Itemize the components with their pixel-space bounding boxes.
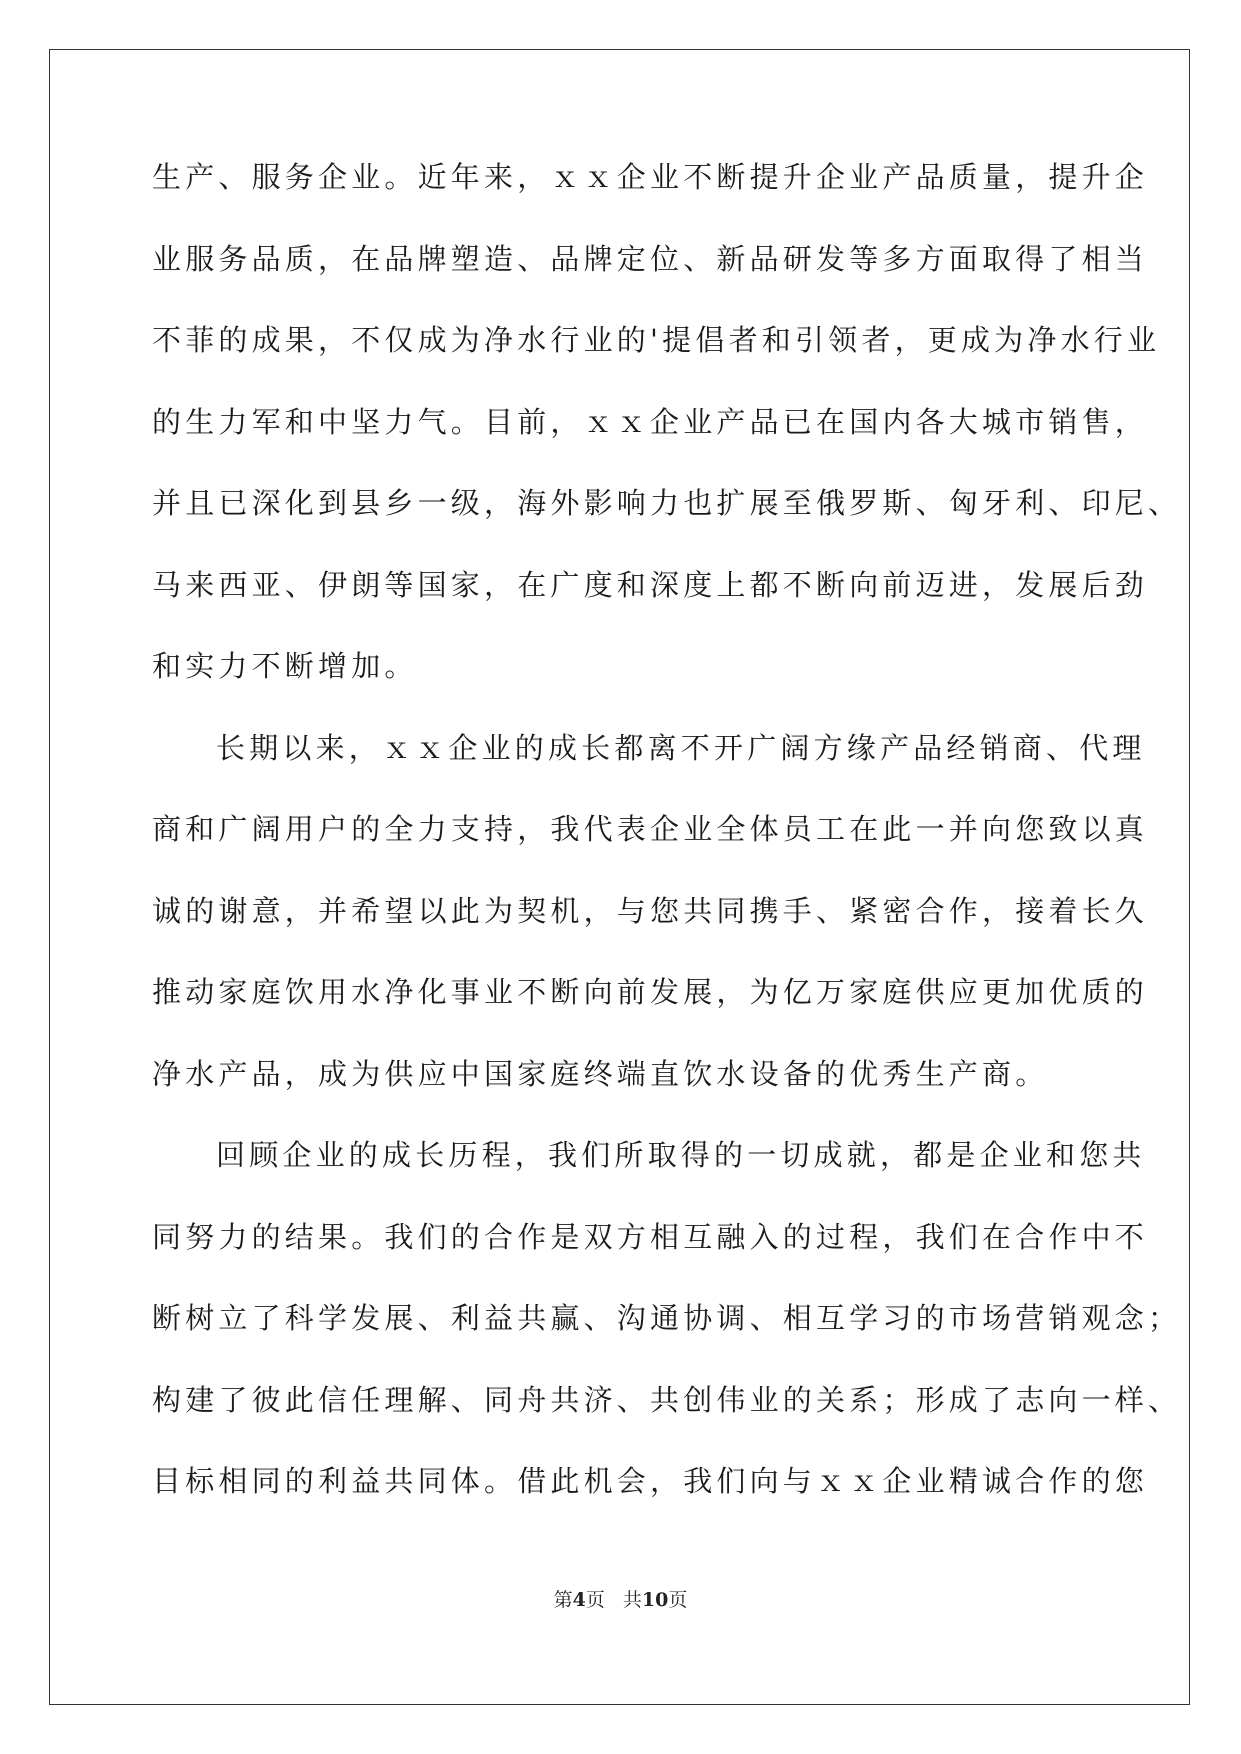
text-line: 的生力军和中坚力气。目前，ｘｘ企业产品已在国内各大城市销售， — [152, 404, 1149, 439]
text-line: 诚的谢意，并希望以此为契机，与您共同携手、紧密合作，接着长久 — [152, 893, 1149, 928]
text-line: 生产、服务企业。近年来，ｘｘ企业不断提升企业产品质量，提升企 — [152, 160, 1149, 194]
text-line: 不菲的成果，不仅成为净水行业的'提倡者和引领者，更成为净水行业 — [152, 323, 1161, 357]
text-line: 业服务品质，在品牌塑造、品牌定位、新品研发等多方面取得了相当 — [152, 241, 1149, 276]
text-line: 目标相同的利益共同体。借此机会，我们向与ｘｘ企业精诚合作的您 — [152, 1464, 1149, 1498]
text-line: 推动家庭饮用水净化事业不断向前发展，为亿万家庭供应更加优质的 — [152, 975, 1149, 1009]
text-line: 同努力的结果。我们的合作是双方相互融入的过程，我们在合作中不 — [152, 1219, 1149, 1254]
text-line: 净水产品，成为供应中国家庭终端直饮水设备的优秀生产商。 — [152, 1056, 1049, 1091]
total-pages: 10 — [641, 1589, 669, 1611]
text-line: 断树立了科学发展、利益共赢、沟通协调、相互学习的市场营销观念； — [152, 1301, 1182, 1335]
total-suffix: 页 — [668, 1589, 688, 1611]
text-line: 和实力不断增加。 — [152, 649, 418, 683]
page-number: 4 — [572, 1589, 586, 1611]
text-line: 并且已深化到县乡一级，海外影响力也扩展至俄罗斯、匈牙利、印尼、 — [152, 486, 1182, 520]
paragraph-first-line: 长期以来，ｘｘ企业的成长都离不开广阔方缘产品经销商、代理 — [216, 730, 1146, 765]
text-line: 商和广阔用户的全力支持，我代表企业全体员工在此一并向您致以真 — [152, 812, 1149, 846]
paragraph-first-line: 回顾企业的成长历程，我们所取得的一切成就，都是企业和您共 — [216, 1138, 1146, 1172]
page-footer — [0, 1588, 1241, 1612]
total-prefix: 共 — [622, 1589, 642, 1611]
page-suffix: 页 — [585, 1589, 605, 1611]
text-line: 构建了彼此信任理解、同舟共济、共创伟业的关系；形成了志向一样、 — [152, 1382, 1182, 1417]
document-body — [152, 160, 1182, 1546]
page-prefix: 第 — [553, 1589, 573, 1611]
text-line: 马来西亚、伊朗等国家，在广度和深度上都不断向前迈进，发展后劲 — [152, 567, 1149, 602]
